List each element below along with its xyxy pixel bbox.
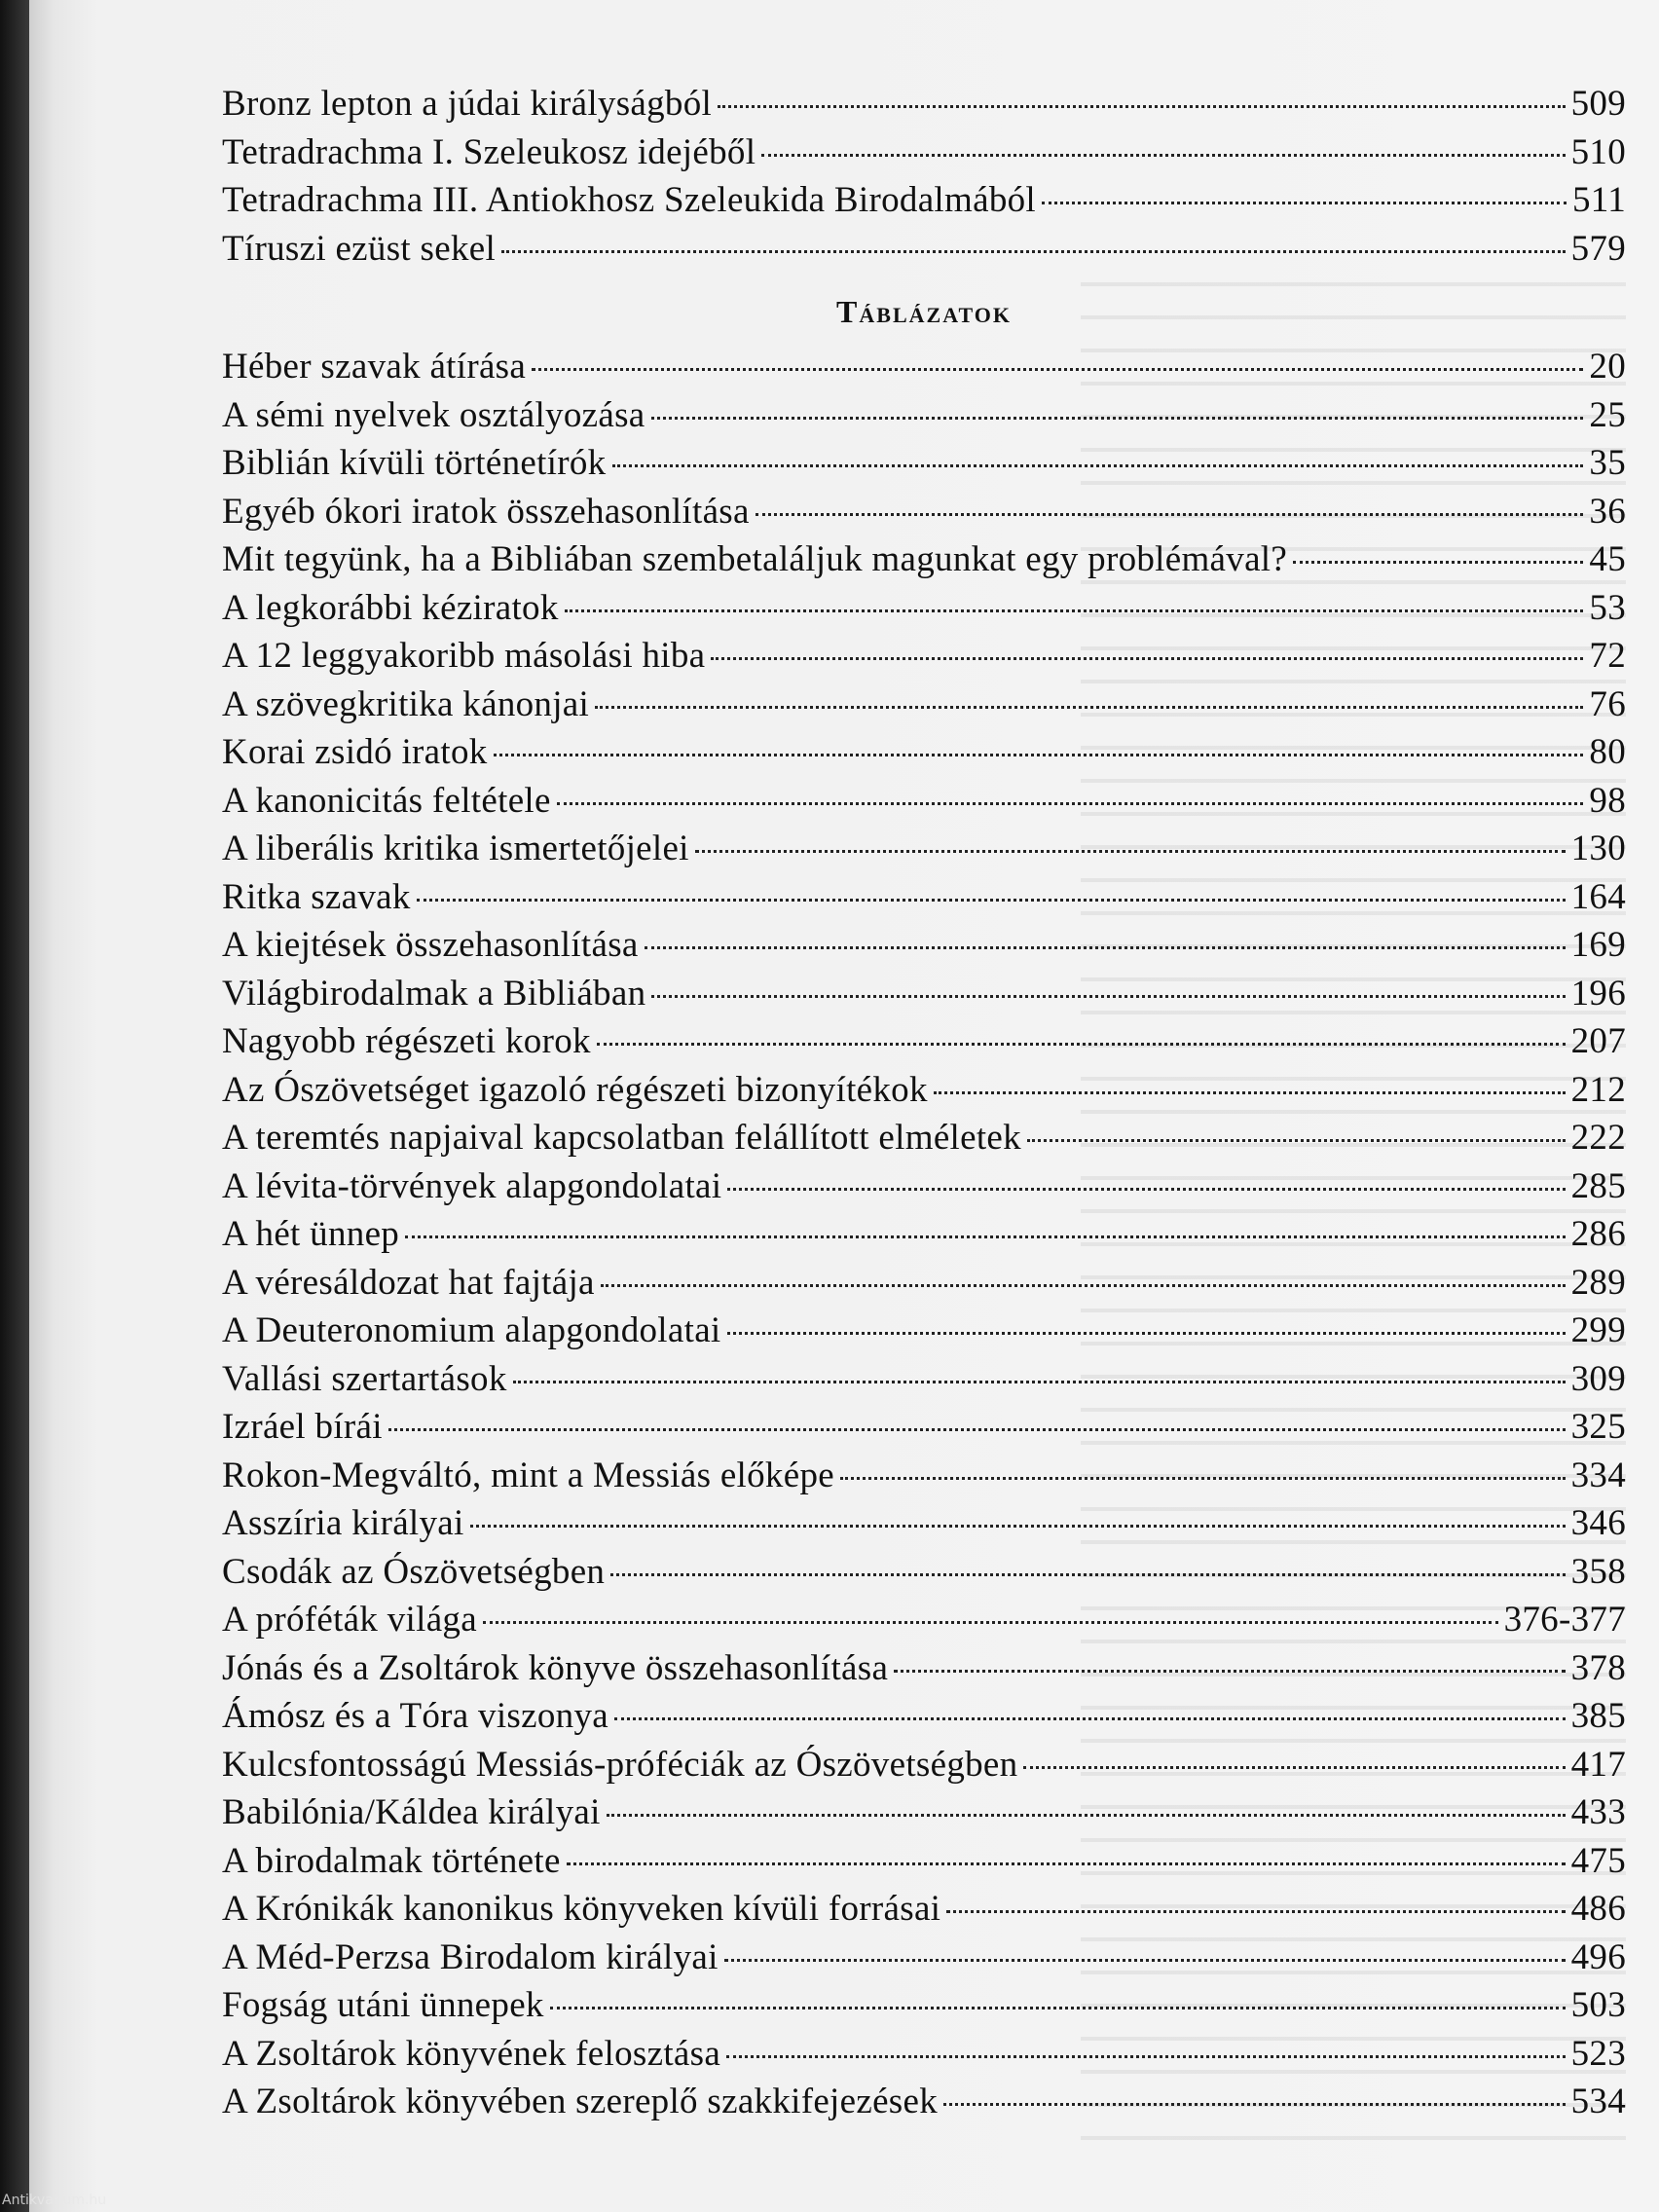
toc-entry-page: 523 [1570,2033,1626,2074]
toc-entry-page: 325 [1570,1407,1626,1447]
toc-entry-page: 510 [1570,131,1626,172]
toc-entry-page: 36 [1589,491,1626,532]
dot-leader [1042,202,1567,204]
toc-entry-page: 130 [1570,829,1626,868]
toc-entry-title: A 12 leggyakoribb másolási hiba [222,636,706,676]
dot-leader [470,1525,1566,1528]
toc-entry-page: 207 [1570,1021,1626,1061]
toc-entry-title: Csodák az Ószövetségben [222,1551,606,1592]
toc-entry [222,1452,1626,1500]
toc-entry-page: 164 [1570,876,1626,917]
toc-entry-page: 35 [1589,443,1626,483]
toc-entry [222,1981,1626,2030]
toc-entry-title: A Zsoltárok könyvében szereplő szakkifejezések [222,2082,939,2121]
toc-entry-page: 25 [1589,394,1626,435]
dot-leader [840,1477,1566,1480]
book-page [29,0,1659,2212]
toc-entry-page: 579 [1570,228,1626,269]
toc-entry [222,1596,1626,1644]
toc-entry-title: A hét ünnep [222,1214,400,1254]
toc-entry-page: 358 [1570,1551,1626,1592]
toc-entry [222,1644,1626,1693]
toc-content [222,80,1626,2126]
toc-entry-page: 196 [1570,973,1626,1014]
scan-edge [0,0,29,2212]
toc-entry [222,1692,1626,1741]
toc-entry-title: A kanonicitás feltétele [222,780,551,821]
watermark: Antikvarium.hu [2,2193,107,2208]
toc-entry [222,1548,1626,1597]
dot-leader [695,850,1566,853]
dot-leader [761,154,1565,157]
toc-entry-title: A próféták világa [222,1600,477,1640]
toc-entry-title: Mit tegyünk, ha a Bibliában szembetaláljuk magunkat egy problémával? [222,539,1288,579]
toc-entry-title: Vallási szertartások [222,1358,507,1399]
toc-entry-page: 433 [1570,1792,1626,1832]
dot-leader [532,368,1583,371]
toc-entry [222,970,1626,1018]
dot-leader [727,1332,1566,1335]
toc-entry [222,535,1626,584]
dot-leader [597,1043,1566,1046]
toc-entry [222,1162,1626,1211]
toc-entry-page: 299 [1570,1310,1626,1350]
dot-leader [645,946,1566,949]
dot-leader [1023,1766,1565,1769]
toc-entry [222,873,1626,922]
toc-entry-page: 475 [1570,1840,1626,1881]
toc-entry [222,176,1626,225]
toc-entry-title: Héber szavak átírása [222,347,527,387]
toc-entry-page: 20 [1589,347,1626,387]
dot-leader [595,706,1583,709]
toc-entry-page: 72 [1589,636,1626,676]
dot-leader [946,1910,1565,1913]
toc-entry-title: A véresáldozat hat fajtája [222,1262,595,1303]
toc-entry-title: A legkorábbi kéziratok [222,587,559,628]
toc-entry-title: Fogság utáni ünnepek [222,1985,544,2025]
dot-leader [651,417,1584,420]
table-entry-list [222,343,1626,2126]
toc-entry [222,584,1626,633]
toc-entry [222,225,1626,274]
toc-entry [222,2078,1626,2126]
toc-entry [222,1066,1626,1115]
toc-entry [222,632,1626,681]
toc-entry [222,1017,1626,1066]
dot-leader [405,1235,1565,1238]
toc-entry-page: 509 [1570,84,1626,124]
dot-leader [610,1573,1565,1576]
toc-entry-title: A teremtés napjaival kapcsolatban felállított elméletek [222,1118,1021,1158]
toc-entry [222,681,1626,729]
toc-entry-page: 385 [1570,1696,1626,1736]
toc-entry [222,80,1626,129]
toc-entry-title: Asszíria királyai [222,1503,464,1543]
toc-entry-title: Babilónia/Káldea királyai [222,1792,601,1832]
toc-entry [222,1934,1626,1982]
toc-entry [222,777,1626,826]
dot-leader [501,250,1566,253]
toc-entry [222,825,1626,873]
toc-entry-page: 212 [1570,1069,1626,1110]
toc-entry-page: 309 [1570,1358,1626,1399]
toc-entry-page: 80 [1589,732,1626,772]
toc-entry-page: 45 [1589,539,1626,579]
toc-entry [222,2030,1626,2079]
toc-entry-title: Az Ószövetséget igazoló régészeti bizonyítékok [222,1069,928,1110]
toc-entry [222,1741,1626,1789]
toc-entry-page: 289 [1570,1262,1626,1303]
dot-leader [651,995,1565,998]
toc-entry-title: Izráel bírái [222,1407,383,1447]
toc-entry [222,1788,1626,1837]
dot-leader [565,609,1584,612]
toc-entry-title: A sémi nyelvek osztályozása [222,394,645,435]
dot-leader [711,657,1583,660]
dot-leader [483,1621,1498,1624]
toc-entry-page: 496 [1570,1936,1626,1977]
toc-entry [222,488,1626,536]
toc-entry-page: 285 [1570,1165,1626,1206]
dot-leader [943,2103,1566,2106]
toc-entry-title: Tetradrachma III. Antiokhosz Szeleukida Birodalmából [222,180,1036,220]
dot-leader [724,1959,1566,1962]
toc-entry-page: 334 [1570,1455,1626,1495]
toc-entry-title: A szövegkritika kánonjai [222,683,590,724]
dot-leader [756,513,1584,516]
toc-entry [222,921,1626,970]
toc-entry-title: Korai zsidó iratok [222,732,488,772]
toc-entry-page: 417 [1570,1744,1626,1785]
toc-entry-title: A liberális kritika ismertetőjelei [222,829,689,868]
toc-entry-title: Ritka szavak [222,876,411,917]
toc-entry-page: 76 [1589,683,1626,724]
toc-entry [222,343,1626,391]
dot-leader [718,105,1565,108]
toc-entry-page: 98 [1589,780,1626,821]
dot-leader [550,2007,1566,2009]
toc-entry-page: 503 [1570,1985,1626,2025]
toc-entry-title: A Deuteronomium alapgondolatai [222,1310,721,1350]
toc-entry-title: Világbirodalmak a Bibliában [222,973,646,1014]
top-entry-list [222,80,1626,273]
toc-entry-title: Biblián kívüli történetírók [222,443,607,483]
toc-entry [222,1885,1626,1934]
toc-entry-page: 53 [1589,587,1626,628]
toc-entry-title: Kulcsfontosságú Messiás-próféciák az Ószövetségben [222,1744,1018,1785]
toc-entry [222,1210,1626,1259]
dot-leader [607,1814,1566,1817]
toc-entry-title: A Zsoltárok könyvének felosztása [222,2033,721,2074]
toc-entry [222,1499,1626,1548]
dot-leader [934,1091,1566,1094]
toc-entry-title: A birodalmak története [222,1840,561,1881]
dot-leader [727,1188,1565,1191]
dot-leader [601,1284,1566,1287]
toc-entry-page: 169 [1570,925,1626,965]
toc-entry-page: 222 [1570,1118,1626,1158]
toc-entry-page: 286 [1570,1214,1626,1254]
toc-entry [222,1307,1626,1355]
dot-leader [557,802,1584,805]
toc-entry-page: 486 [1570,1889,1626,1929]
dot-leader [612,464,1584,467]
toc-entry-page: 346 [1570,1503,1626,1543]
toc-entry-page: 534 [1570,2082,1626,2121]
dot-leader [417,899,1566,902]
toc-entry [222,1403,1626,1452]
dot-leader [494,754,1584,756]
toc-entry-title: Rokon-Megváltó, mint a Messiás előképe [222,1455,834,1495]
toc-entry-title: A Krónikák kanonikus könyveken kívüli forrásai [222,1889,941,1929]
toc-entry [222,1114,1626,1162]
dot-leader [1293,561,1583,564]
dot-leader [614,1717,1566,1720]
dot-leader [894,1670,1565,1673]
section-heading: Táblázatok [836,294,1012,329]
dot-leader [513,1381,1566,1383]
toc-entry-title: A lévita-törvények alapgondolatai [222,1165,722,1206]
toc-entry-title: A kiejtések összehasonlítása [222,925,639,965]
dot-leader [388,1428,1566,1431]
toc-entry-page: 511 [1571,180,1626,220]
dot-leader [1027,1139,1566,1142]
toc-entry-title: Bronz lepton a júdai királyságból [222,84,713,124]
toc-entry [222,391,1626,440]
toc-entry [222,439,1626,488]
dot-leader [567,1862,1566,1865]
toc-entry-title: Egyéb ókori iratok összehasonlítása [222,491,750,532]
toc-entry-title: Jónás és a Zsoltárok könyve összehasonlítása [222,1647,889,1688]
toc-entry-page: 376-377 [1503,1600,1626,1640]
toc-entry [222,1259,1626,1308]
toc-entry-page: 378 [1570,1647,1626,1688]
toc-entry [222,129,1626,177]
toc-entry-title: Tíruszi ezüst sekel [222,228,497,269]
toc-entry [222,728,1626,777]
dot-leader [726,2055,1566,2058]
toc-entry-title: A Méd-Perzsa Birodalom királyai [222,1936,719,1977]
toc-entry [222,1355,1626,1404]
toc-entry-title: Tetradrachma I. Szeleukosz idejéből [222,131,756,172]
toc-entry-title: Nagyobb régészeti korok [222,1021,591,1061]
toc-entry-title: Ámósz és a Tóra viszonya [222,1696,608,1736]
toc-entry [222,1837,1626,1886]
